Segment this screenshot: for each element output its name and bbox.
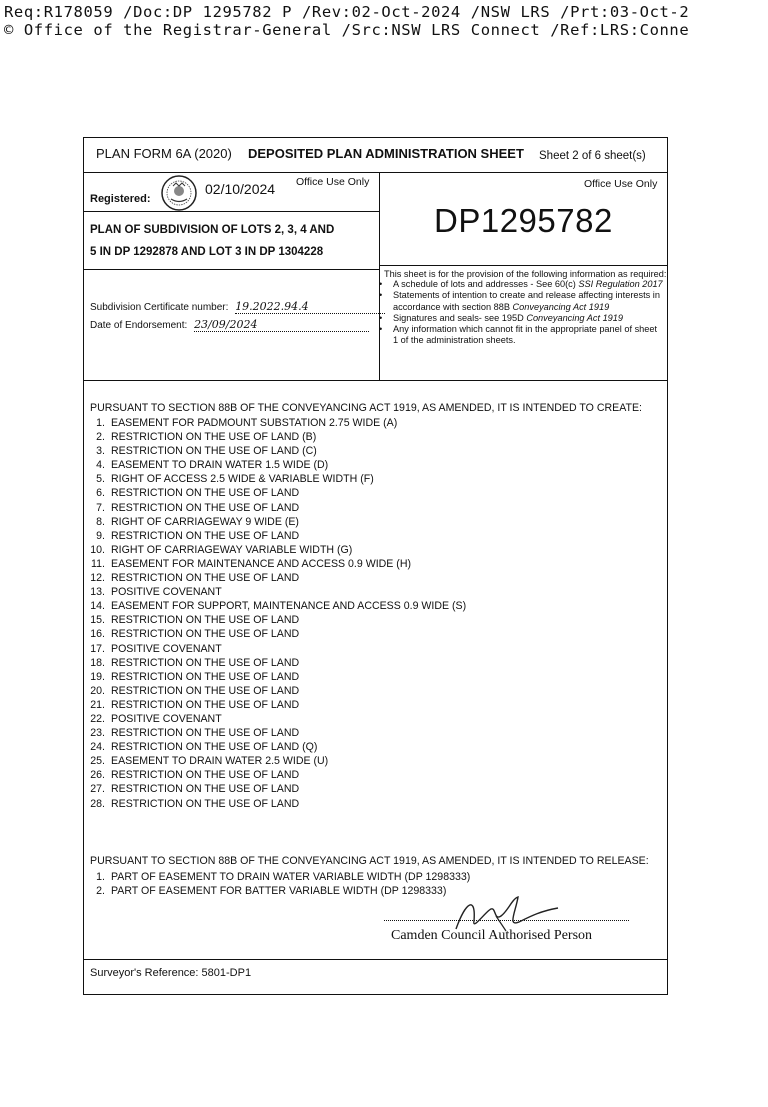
certificate-number: 19.2022.94.4: [235, 300, 385, 314]
release-list: [84, 870, 470, 898]
list-item: [84, 486, 466, 500]
item-number: 18.: [90, 656, 105, 669]
item-number: 12.: [90, 572, 105, 585]
list-item: [84, 501, 466, 515]
list-item: [84, 797, 466, 811]
item-text: RESTRICTION ON THE USE OF LAND: [111, 698, 300, 711]
item-text: RESTRICTION ON THE USE OF LAND: [111, 797, 300, 810]
item-number: 23.: [90, 727, 105, 740]
item-number: 17.: [90, 642, 105, 655]
item-number: 6.: [96, 487, 105, 500]
surveyor-reference: Surveyor's Reference: 5801-DP1: [90, 967, 252, 979]
item-text: RIGHT OF CARRIAGEWAY VARIABLE WIDTH (G): [111, 543, 353, 556]
item-number: 16.: [90, 628, 105, 641]
plan-title-line1: PLAN OF SUBDIVISION OF LOTS 2, 3, 4 AND: [90, 224, 335, 236]
item-number: 21.: [90, 698, 105, 711]
form-title: DEPOSITED PLAN ADMINISTRATION SHEET: [248, 146, 524, 161]
item-text: RESTRICTION ON THE USE OF LAND: [111, 783, 300, 796]
item-number: 7.: [96, 501, 105, 514]
endorsement-date: 23/09/2024: [194, 318, 369, 332]
item-number: 4.: [96, 459, 105, 472]
list-item: [84, 670, 466, 684]
item-number: 20.: [90, 684, 105, 697]
registered-date: 02/10/2024: [205, 181, 276, 197]
item-text: RESTRICTION ON THE USE OF LAND: [111, 769, 300, 782]
administration-sheet: [83, 137, 668, 995]
item-number: 25.: [90, 755, 105, 768]
item-text: RESTRICTION ON THE USE OF LAND: [111, 628, 300, 641]
list-item: [84, 472, 466, 486]
item-text: RESTRICTION ON THE USE OF LAND (Q): [111, 741, 318, 754]
info-item: • Statements of intention to create and release affecting interests in accordance with section 88B Conveyancing Act 1919: [379, 290, 660, 312]
item-text: RESTRICTION ON THE USE OF LAND: [111, 656, 300, 669]
list-item: [84, 726, 466, 740]
item-text: POSITIVE COVENANT: [111, 642, 222, 655]
list-item: [84, 782, 466, 796]
item-text: RESTRICTION ON THE USE OF LAND: [111, 614, 300, 627]
item-text: RESTRICTION ON THE USE OF LAND: [111, 487, 300, 500]
copyright-header: © Office of the Registrar-General /Src:NSW LRS Connect /Ref:LRS:Conne: [4, 21, 690, 39]
list-item: [84, 557, 466, 571]
certificate-row: [90, 300, 385, 314]
item-number: 5.: [96, 473, 105, 486]
registrar-seal-icon: [160, 174, 198, 212]
item-number: 9.: [96, 529, 105, 542]
document-request-header: Req:R178059 /Doc:DP 1295782 P /Rev:02-Oct-2024 /NSW LRS /Prt:03-Oct-2: [4, 3, 690, 21]
signatory-name: Camden Council Authorised Person: [391, 928, 593, 943]
item-text: EASEMENT TO DRAIN WATER 1.5 WIDE (D): [111, 459, 329, 472]
item-number: 13.: [90, 586, 105, 599]
item-number: 14.: [90, 600, 105, 613]
item-text: RESTRICTION ON THE USE OF LAND: [111, 501, 300, 514]
item-text: RIGHT OF CARRIAGEWAY 9 WIDE (E): [111, 515, 299, 528]
item-number: 19.: [90, 670, 105, 683]
item-number: 22.: [90, 712, 105, 725]
item-number: 1.: [96, 871, 105, 883]
registered-label: Registered:: [90, 193, 151, 205]
list-item: [84, 754, 466, 768]
list-item: [84, 684, 466, 698]
info-requirements-list: [379, 279, 664, 347]
list-item: [84, 444, 466, 458]
item-text: PART OF EASEMENT TO DRAIN WATER VARIABLE WIDTH (DP 1298333): [111, 871, 471, 883]
office-use-right: Office Use Only: [584, 178, 658, 190]
item-number: 27.: [90, 783, 105, 796]
list-item: [84, 430, 466, 444]
list-item: [84, 529, 466, 543]
list-item: [84, 740, 466, 754]
item-text: RESTRICTION ON THE USE OF LAND: [111, 670, 300, 683]
item-text: EASEMENT TO DRAIN WATER 2.5 WIDE (U): [111, 755, 329, 768]
item-text: RESTRICTION ON THE USE OF LAND (B): [111, 431, 317, 444]
item-number: 8.: [96, 515, 105, 528]
list-item: [84, 698, 466, 712]
item-number: 3.: [96, 445, 105, 458]
item-number: 24.: [90, 741, 105, 754]
form-name: PLAN FORM 6A (2020): [96, 146, 232, 161]
list-item: [84, 712, 466, 726]
office-use-left: Office Use Only: [296, 176, 370, 188]
item-text: RESTRICTION ON THE USE OF LAND (C): [111, 445, 317, 458]
endorsement-label: Date of Endorsement:: [90, 320, 188, 331]
item-text: RESTRICTION ON THE USE OF LAND: [111, 727, 300, 740]
plan-title-line2: 5 IN DP 1292878 AND LOT 3 IN DP 1304228: [90, 246, 324, 258]
item-number: 11.: [91, 557, 105, 570]
list-item: [84, 642, 466, 656]
list-item: [84, 585, 466, 599]
item-number: 10.: [90, 543, 105, 556]
item-number: 2.: [96, 885, 105, 898]
list-item: [84, 599, 466, 613]
item-text: POSITIVE COVENANT: [111, 712, 222, 725]
item-text: RIGHT OF ACCESS 2.5 WIDE & VARIABLE WIDTH (F): [111, 473, 374, 486]
list-item: [84, 884, 470, 898]
item-number: 15.: [90, 614, 105, 627]
item-text: EASEMENT FOR PADMOUNT SUBSTATION 2.75 WIDE (A): [111, 417, 398, 429]
endorsement-row: [90, 318, 369, 332]
item-text: PART OF EASEMENT FOR BATTER VARIABLE WIDTH (DP 1298333): [111, 885, 447, 898]
list-item: [84, 627, 466, 641]
list-item: [84, 416, 466, 430]
item-number: 2.: [96, 431, 105, 444]
item-number: 1.: [96, 417, 105, 429]
item-text: RESTRICTION ON THE USE OF LAND: [111, 529, 300, 542]
plan-number: DP1295782: [434, 202, 613, 239]
item-text: RESTRICTION ON THE USE OF LAND: [111, 572, 300, 585]
list-item: [84, 613, 466, 627]
list-item: [84, 543, 466, 557]
item-text: EASEMENT FOR SUPPORT, MAINTENANCE AND ACCESS 0.9 WIDE (S): [111, 600, 467, 613]
info-item: • Signatures and seals- see 195D Conveyancing Act 1919: [379, 312, 624, 323]
create-list: [84, 416, 466, 811]
create-heading: PURSUANT TO SECTION 88B OF THE CONVEYANCING ACT 1919, AS AMENDED, IT IS INTENDED TO CREATE:: [90, 402, 642, 414]
item-number: 28.: [90, 797, 105, 810]
sheet-count: Sheet 2 of 6 sheet(s): [539, 150, 646, 162]
list-item: [84, 656, 466, 670]
item-text: RESTRICTION ON THE USE OF LAND: [111, 684, 300, 697]
item-text: EASEMENT FOR MAINTENANCE AND ACCESS 0.9 WIDE (H): [111, 557, 412, 570]
list-item: [84, 768, 466, 782]
list-item: [84, 458, 466, 472]
info-intro: This sheet is for the provision of the following information as required:: [384, 269, 667, 279]
list-item: [84, 870, 470, 884]
release-heading: PURSUANT TO SECTION 88B OF THE CONVEYANCING ACT 1919, AS AMENDED, IT IS INTENDED TO RELEASE:: [90, 855, 649, 867]
list-item: [84, 515, 466, 529]
certificate-label: Subdivision Certificate number:: [90, 302, 229, 313]
info-item: • A schedule of lots and addresses - See 60(c) SSI Regulation 2017: [379, 279, 663, 289]
info-item: • Any information which cannot fit in the appropriate panel of sheet 1 of the administration sheets.: [379, 324, 658, 346]
item-number: 26.: [90, 769, 105, 782]
item-text: POSITIVE COVENANT: [111, 586, 222, 599]
list-item: [84, 571, 466, 585]
